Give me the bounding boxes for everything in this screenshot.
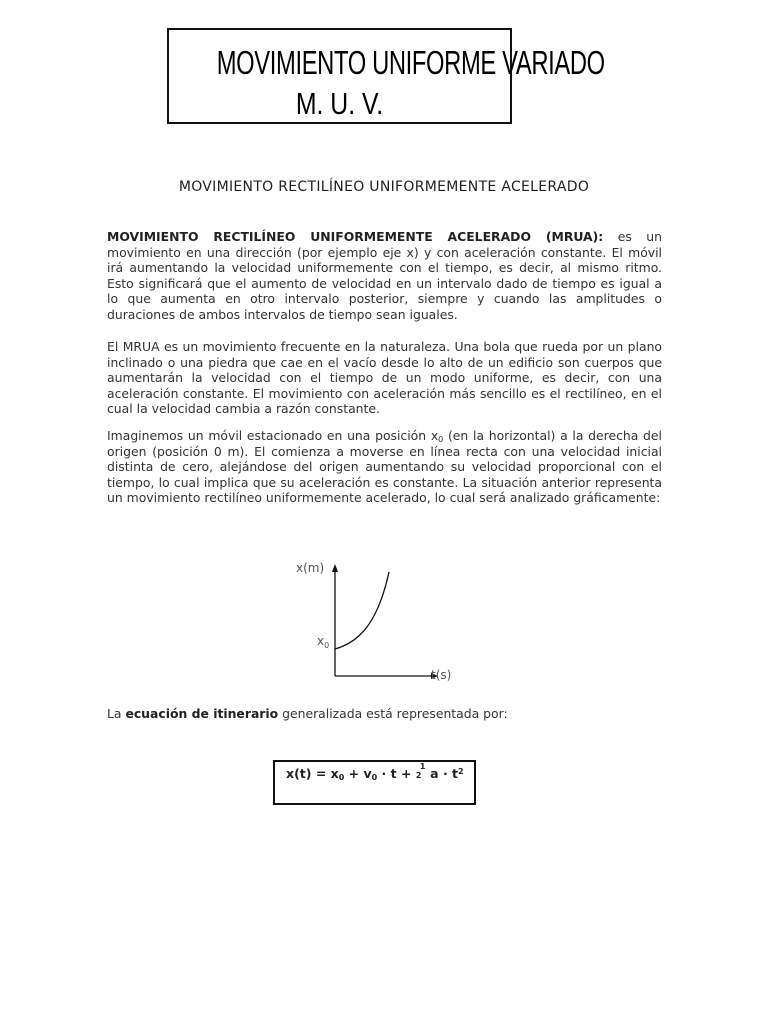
- formula-box: [273, 760, 476, 805]
- y-axis-label: x(m): [296, 561, 325, 575]
- paragraph-definition: [107, 229, 662, 323]
- page-title: MOVIMIENTO UNIFORME VARIADO: [216, 44, 605, 81]
- equation-term: ecuación de itinerario: [125, 706, 279, 721]
- paragraph-description: Imaginemos un móvil estacionado en una posición $x_0$ (en la horizontal) a la derecha del origen (posición 0 m). El comienza a moverse en línea recta con una velocidad inicial distinta de cero, alejándose del origen aumentando su velocidad proporcional con el tiempo, lo cual implica que su aceleración es constante. La situación anterior representa un movimiento rectilíneo uniformemente acelerado, lo cual será analizado gráficamente:: [107, 428, 662, 506]
- x-axis: [335, 673, 438, 679]
- paragraph-examples: El MRUA es un movimiento frecuente en la naturaleza. Una bola que rueda por un plano inclinado o una piedra que cae en el vacío desde lo alto de un edificio son cuerpos que aumentarán la velocidad con el tiempo de un modo uniforme, es decir, con una aceleración constante. El movimiento con aceleración más sencillo es el rectilíneo, en el cual la velocidad cambia a razón constante.: [107, 339, 662, 417]
- fraction-one-half: 1 2: [415, 762, 426, 780]
- x0-label: $x_0$: [317, 634, 330, 650]
- position-time-graph: [290, 560, 470, 690]
- definition-term: MOVIMIENTO RECTILÍNEO UNIFORMEMENTE ACELERADO (MRUA):: [107, 229, 604, 244]
- y-axis: [332, 564, 338, 676]
- title-box: [167, 28, 605, 124]
- definition-text: es un movimiento en una dirección (por ejemplo eje x) y con aceleración constante. El móvil irá aumentando la velocidad uniformemente con el tiempo, es decir, al mismo ritmo. Esto significará que el aumento de velocidad en un intervalo dado de tiempo es igual a lo que aumenta en otro intervalo posterior, siempre y cuando las amplitudes o duraciones de ambos intervalos de tiempo sean iguales.: [107, 229, 663, 322]
- itinerary-equation: $x(t) = x_0 + v_0 \cdot t$ + 1 2 $a \cdot t^2$: [286, 762, 464, 782]
- paragraph-equation-intro: La ecuación de itinerario generalizada está representada por:: [107, 706, 508, 721]
- section-heading: MOVIMIENTO RECTILÍNEO UNIFORMEMENTE ACELERADO: [178, 179, 590, 195]
- x-axis-label: t(s): [431, 668, 452, 682]
- page-title-abbreviation: M. U. V.: [295, 86, 384, 121]
- position-curve: [335, 572, 389, 649]
